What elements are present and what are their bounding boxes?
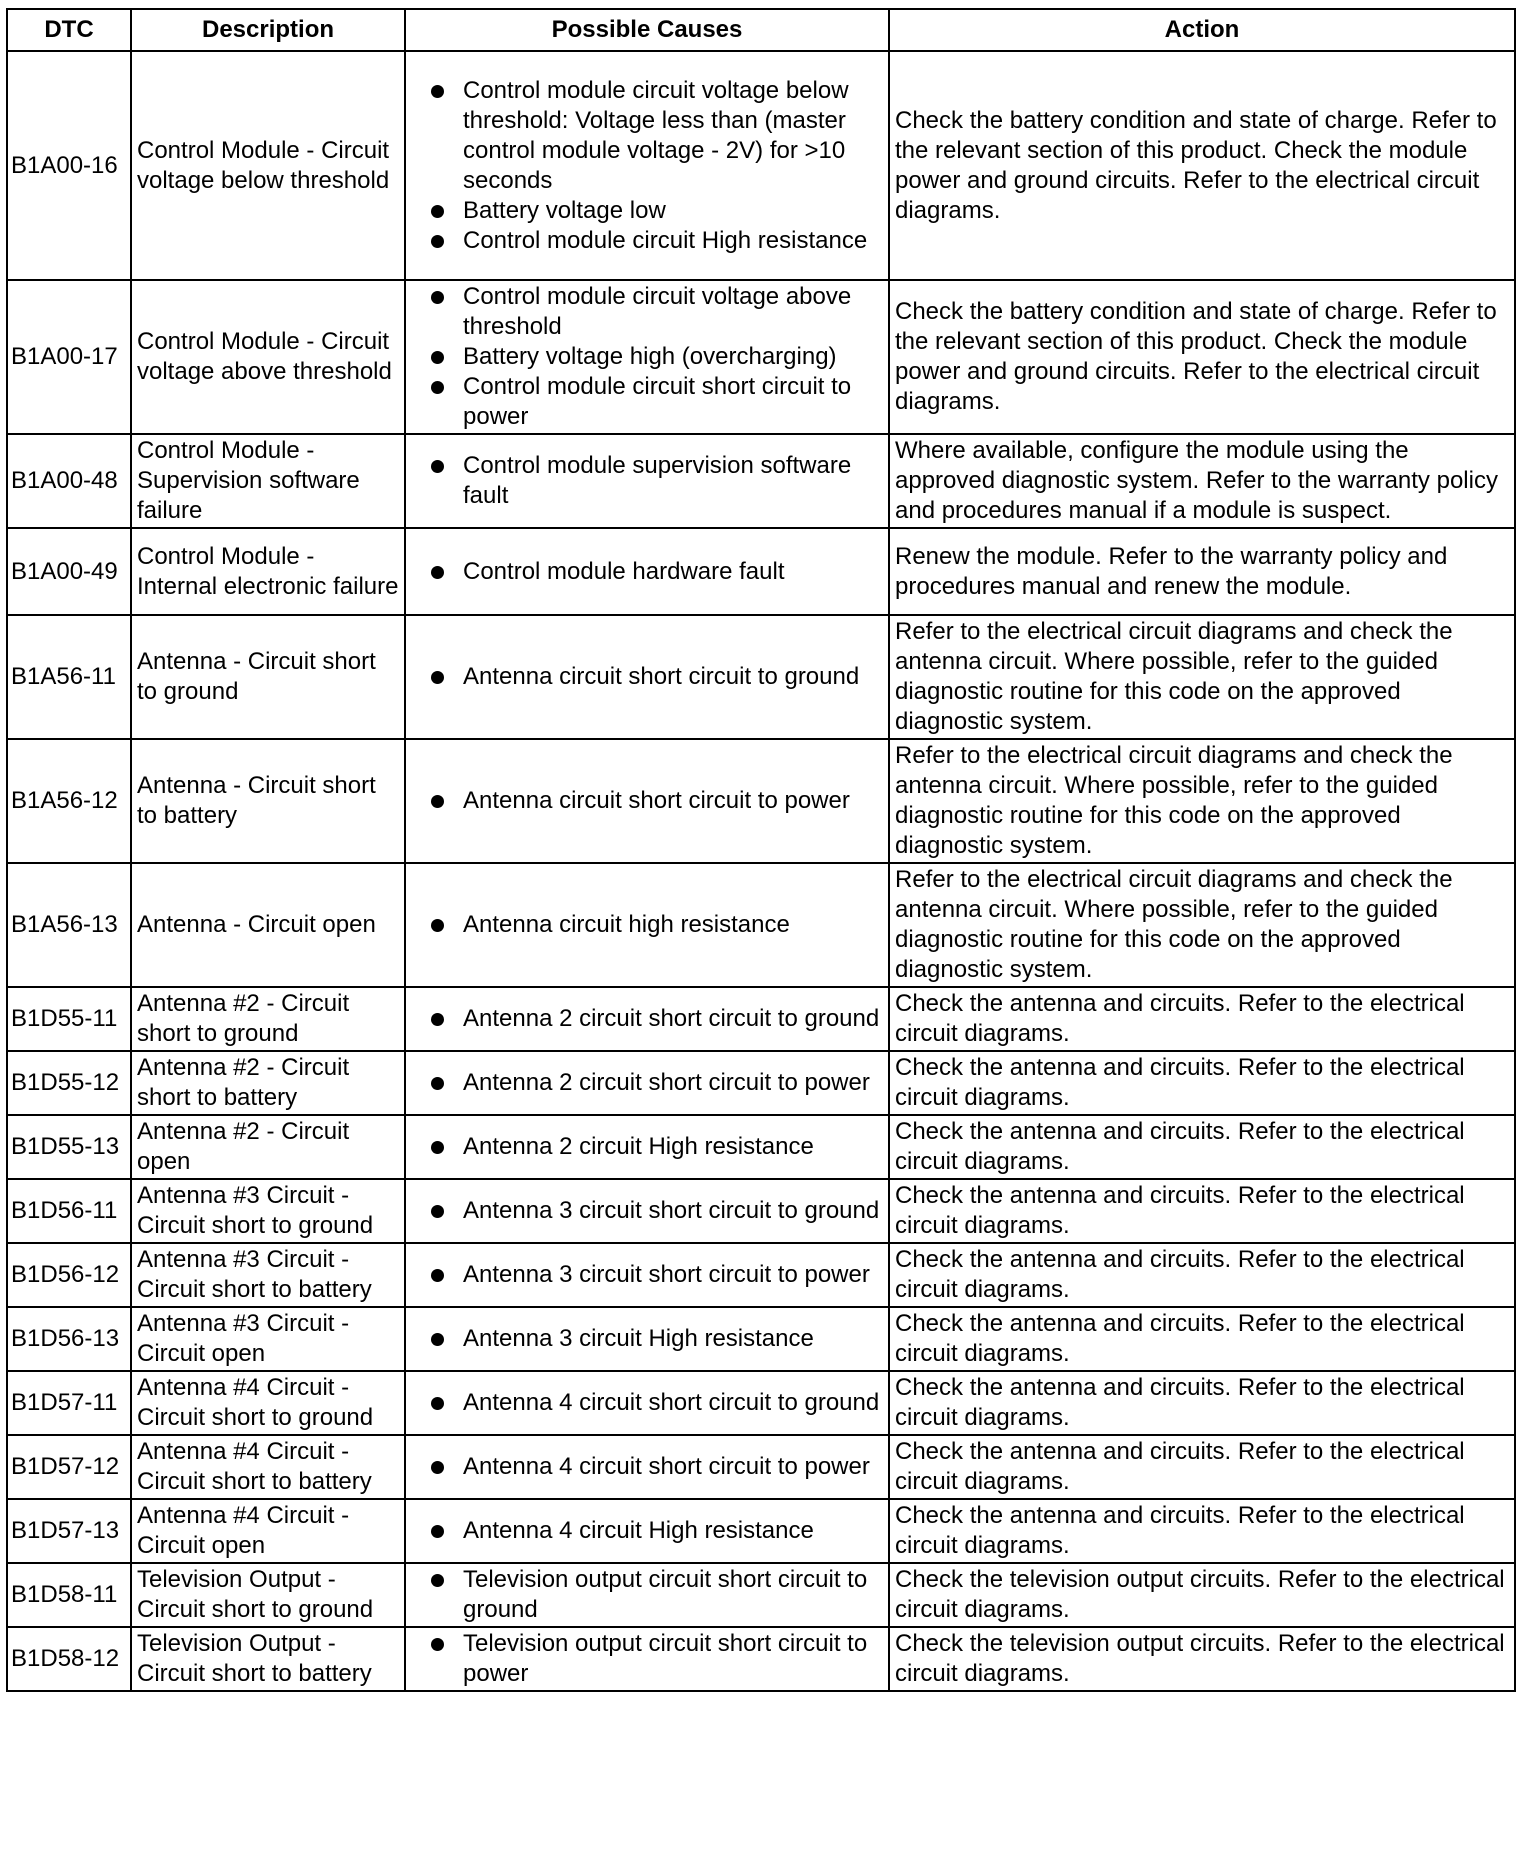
causes-list [411,1324,883,1354]
dtc-description: Television Output - Circuit short to battery [131,1627,405,1691]
dtc-code: B1A00-48 [7,434,131,528]
table-row [7,863,1515,987]
cause-item: Control module hardware fault [463,557,883,587]
possible-causes-cell [405,434,889,528]
header-action: Action [889,9,1515,51]
dtc-description: Antenna #4 Circuit - Circuit short to battery [131,1435,405,1499]
action-text: Check the antenna and circuits. Refer to the electrical circuit diagrams. [889,1179,1515,1243]
causes-list [411,1516,883,1546]
dtc-code: B1D56-11 [7,1179,131,1243]
causes-list [411,1196,883,1226]
dtc-description: Antenna #3 Circuit - Circuit short to ground [131,1179,405,1243]
possible-causes-cell [405,1307,889,1371]
causes-list [411,1629,883,1689]
dtc-code: B1D56-12 [7,1243,131,1307]
dtc-description: Antenna #3 Circuit - Circuit open [131,1307,405,1371]
action-text: Check the television output circuits. Refer to the electrical circuit diagrams. [889,1563,1515,1627]
causes-list [411,662,883,692]
possible-causes-cell [405,1435,889,1499]
table-row [7,1243,1515,1307]
dtc-code: B1A56-11 [7,615,131,739]
dtc-description: Control Module - Circuit voltage above threshold [131,280,405,434]
possible-causes-cell [405,1627,889,1691]
header-dtc: DTC [7,9,131,51]
cause-item: Antenna 3 circuit short circuit to ground [463,1196,883,1226]
table-row [7,280,1515,434]
table-row [7,434,1515,528]
cause-item: Antenna 4 circuit High resistance [463,1516,883,1546]
dtc-code: B1D55-13 [7,1115,131,1179]
cause-item: Antenna 2 circuit short circuit to ground [463,1004,883,1034]
table-row [7,615,1515,739]
action-text: Check the antenna and circuits. Refer to the electrical circuit diagrams. [889,1243,1515,1307]
table-row [7,1115,1515,1179]
action-text: Refer to the electrical circuit diagrams and check the antenna circuit. Where possible, refer to the guided diagnostic routine for this code on the approved diagnostic system. [889,739,1515,863]
table-row [7,528,1515,615]
possible-causes-cell [405,1371,889,1435]
possible-causes-cell [405,987,889,1051]
dtc-description: Antenna #4 Circuit - Circuit short to ground [131,1371,405,1435]
possible-causes-cell [405,280,889,434]
dtc-code: B1A00-16 [7,51,131,280]
causes-list [411,1068,883,1098]
dtc-code: B1D57-12 [7,1435,131,1499]
action-text: Check the antenna and circuits. Refer to the electrical circuit diagrams. [889,987,1515,1051]
dtc-code: B1D57-13 [7,1499,131,1563]
cause-item: Control module circuit voltage above threshold [463,282,883,342]
cause-item: Battery voltage low [463,196,883,226]
causes-list [411,557,883,587]
cause-item: Television output circuit short circuit to ground [463,1565,883,1625]
cause-item: Antenna 4 circuit short circuit to ground [463,1388,883,1418]
table-row [7,1179,1515,1243]
cause-item: Antenna 4 circuit short circuit to power [463,1452,883,1482]
possible-causes-cell [405,739,889,863]
cause-item: Television output circuit short circuit to power [463,1629,883,1689]
action-text: Check the television output circuits. Refer to the electrical circuit diagrams. [889,1627,1515,1691]
possible-causes-cell [405,1051,889,1115]
cause-item: Antenna circuit short circuit to power [463,786,883,816]
dtc-description: Antenna - Circuit open [131,863,405,987]
dtc-description: Television Output - Circuit short to ground [131,1563,405,1627]
cause-item: Battery voltage high (overcharging) [463,342,883,372]
action-text: Check the antenna and circuits. Refer to the electrical circuit diagrams. [889,1307,1515,1371]
cause-item: Control module circuit short circuit to power [463,372,883,432]
dtc-description: Antenna #3 Circuit - Circuit short to battery [131,1243,405,1307]
dtc-description: Antenna #2 - Circuit open [131,1115,405,1179]
dtc-description: Antenna - Circuit short to ground [131,615,405,739]
possible-causes-cell [405,1243,889,1307]
action-text: Renew the module. Refer to the warranty policy and procedures manual and renew the module. [889,528,1515,615]
causes-list [411,1452,883,1482]
cause-item: Antenna 3 circuit short circuit to power [463,1260,883,1290]
dtc-code: B1D57-11 [7,1371,131,1435]
causes-list [411,282,883,432]
action-text: Where available, configure the module using the approved diagnostic system. Refer to the warranty policy and procedures manual if a module is suspect. [889,434,1515,528]
dtc-code: B1D55-12 [7,1051,131,1115]
dtc-description: Control Module - Internal electronic failure [131,528,405,615]
possible-causes-cell [405,1179,889,1243]
dtc-table [6,8,1516,1692]
dtc-description: Antenna #2 - Circuit short to battery [131,1051,405,1115]
dtc-code: B1A00-17 [7,280,131,434]
causes-list [411,1388,883,1418]
causes-list [411,1132,883,1162]
header-description: Description [131,9,405,51]
table-body [7,51,1515,1691]
dtc-description: Antenna #2 - Circuit short to ground [131,987,405,1051]
table-row [7,1435,1515,1499]
table-row [7,1499,1515,1563]
dtc-code: B1D56-13 [7,1307,131,1371]
possible-causes-cell [405,1499,889,1563]
dtc-description: Control Module - Supervision software failure [131,434,405,528]
possible-causes-cell [405,528,889,615]
dtc-code: B1D58-11 [7,1563,131,1627]
causes-list [411,786,883,816]
causes-list [411,76,883,256]
action-text: Check the antenna and circuits. Refer to the electrical circuit diagrams. [889,1115,1515,1179]
action-text: Check the antenna and circuits. Refer to the electrical circuit diagrams. [889,1051,1515,1115]
action-text: Check the battery condition and state of charge. Refer to the relevant section of this product. Check the module power and ground circuits. Refer to the electrical circuit diagrams. [889,51,1515,280]
header-possible-causes: Possible Causes [405,9,889,51]
causes-list [411,1260,883,1290]
header-row [7,9,1515,51]
dtc-code: B1D55-11 [7,987,131,1051]
cause-item: Antenna circuit high resistance [463,910,883,940]
causes-list [411,1565,883,1625]
dtc-code: B1A00-49 [7,528,131,615]
dtc-code: B1A56-12 [7,739,131,863]
dtc-description: Antenna - Circuit short to battery [131,739,405,863]
action-text: Check the antenna and circuits. Refer to the electrical circuit diagrams. [889,1435,1515,1499]
cause-item: Control module circuit High resistance [463,226,883,256]
table-row [7,987,1515,1051]
cause-item: Antenna 2 circuit High resistance [463,1132,883,1162]
table-row [7,739,1515,863]
table-row [7,1371,1515,1435]
cause-item: Antenna 3 circuit High resistance [463,1324,883,1354]
dtc-description: Control Module - Circuit voltage below threshold [131,51,405,280]
possible-causes-cell [405,1115,889,1179]
table-row [7,51,1515,280]
possible-causes-cell [405,51,889,280]
action-text: Refer to the electrical circuit diagrams and check the antenna circuit. Where possible, refer to the guided diagnostic routine for this code on the approved diagnostic system. [889,615,1515,739]
cause-item: Control module supervision software fault [463,451,883,511]
possible-causes-cell [405,1563,889,1627]
table-row [7,1563,1515,1627]
action-text: Check the battery condition and state of charge. Refer to the relevant section of this product. Check the module power and ground circuits. Refer to the electrical circuit diagrams. [889,280,1515,434]
causes-list [411,451,883,511]
action-text: Check the antenna and circuits. Refer to the electrical circuit diagrams. [889,1371,1515,1435]
action-text: Refer to the electrical circuit diagrams and check the antenna circuit. Where possible, refer to the guided diagnostic routine for this code on the approved diagnostic system. [889,863,1515,987]
cause-item: Antenna 2 circuit short circuit to power [463,1068,883,1098]
dtc-code: B1A56-13 [7,863,131,987]
dtc-code: B1D58-12 [7,1627,131,1691]
causes-list [411,1004,883,1034]
cause-item: Control module circuit voltage below threshold: Voltage less than (master control module voltage - 2V) for >10 seconds [463,76,883,196]
table-row [7,1627,1515,1691]
possible-causes-cell [405,863,889,987]
possible-causes-cell [405,615,889,739]
dtc-description: Antenna #4 Circuit - Circuit open [131,1499,405,1563]
causes-list [411,910,883,940]
table-row [7,1051,1515,1115]
cause-item: Antenna circuit short circuit to ground [463,662,883,692]
action-text: Check the antenna and circuits. Refer to the electrical circuit diagrams. [889,1499,1515,1563]
table-row [7,1307,1515,1371]
